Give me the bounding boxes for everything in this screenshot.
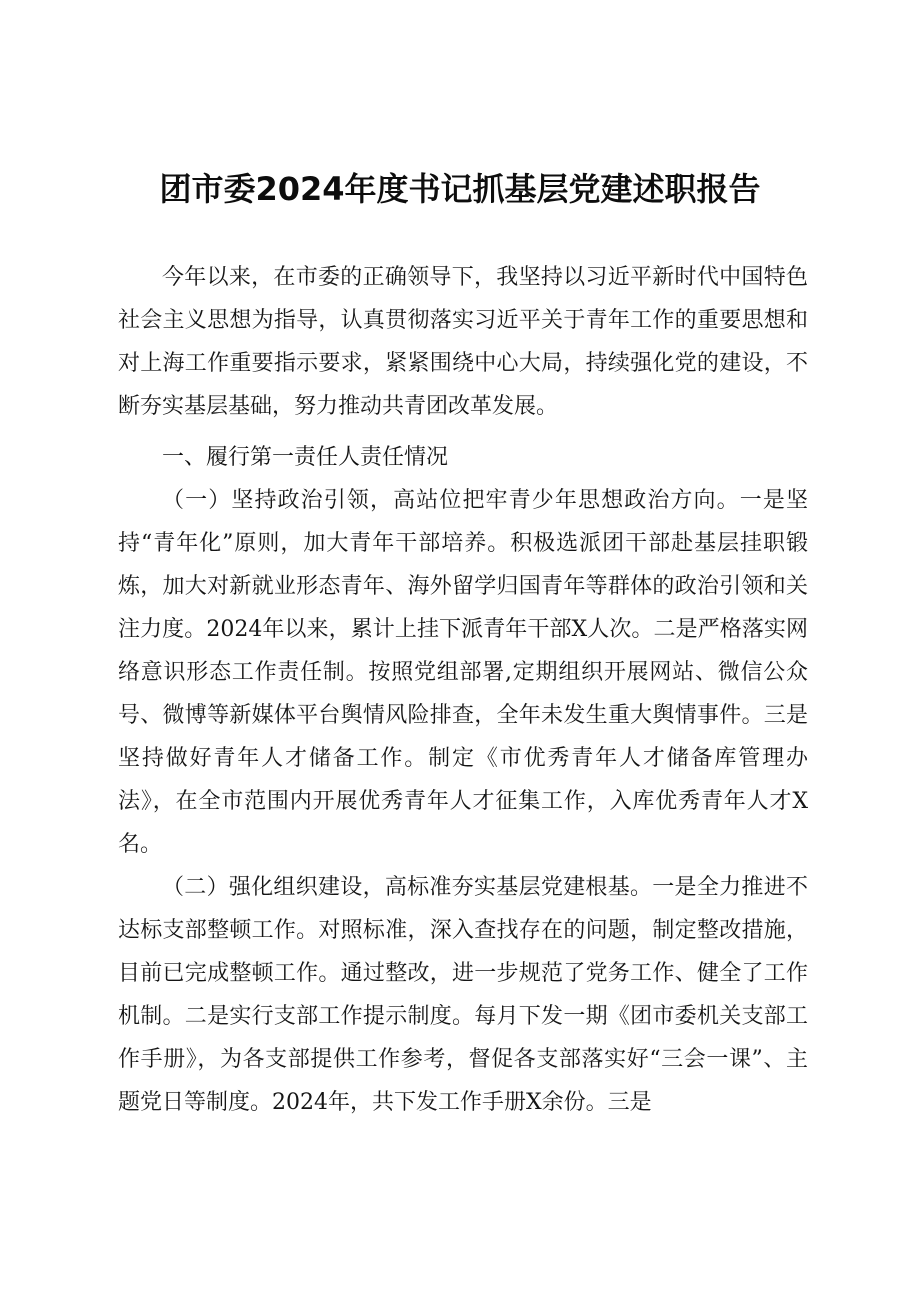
subsection-paragraph-1: （一）坚持政治引领，高站位把牢青少年思想政治方向。一是坚持“青年化”原则，加大青年干部培养。积极选派团干部赴基层挂职锻炼，加大对新就业形态青年、海外留学归国青年等群体的政治引领和关注力度。2024年以来，累计上挂下派青年干部X人次。二是严格落实网络意识形态工作责任制。按照党组部署,定期组织开展网站、微信公众号、微博等新媒体平台舆情风险排查，全年未发生重大舆情事件。三是坚持做好青年人才储备工作。制定《市优秀青年人才储备库管理办法》，在全市范围内开展优秀青年人才征集工作，入库优秀青年人才X名。 (118, 488, 808, 857)
document-title: 团市委2024年度书记抓基层党建述职报告 (159, 170, 761, 208)
subsection-paragraph-2: （二）强化组织建设，高标准夯实基层党建根基。一是全力推进不达标支部整顿工作。对照标准，深入查找存在的问题，制定整改措施，目前已完成整顿工作。通过整改，进一步规范了党务工作、健全了工作机制。二是实行支部工作提示制度。每月下发一期《团市委机关支部工作手册》，为各支部提供工作参考，督促各支部落实好“三会一课”、主题党日等制度。2024年，共下发工作手册X余份。三是 (118, 875, 808, 1115)
section-heading: 一、履行第一责任人责任情况 (162, 445, 449, 470)
intro-paragraph: 今年以来，在市委的正确领导下，我坚持以习近平新时代中国特色社会主义思想为指导，认真贯彻落实习近平关于青年工作的重要思想和对上海工作重要指示要求，紧紧围绕中心大局，持续强化党的建设，不断夯实基层基础，努力推动共青团改革发展。 (118, 265, 808, 419)
